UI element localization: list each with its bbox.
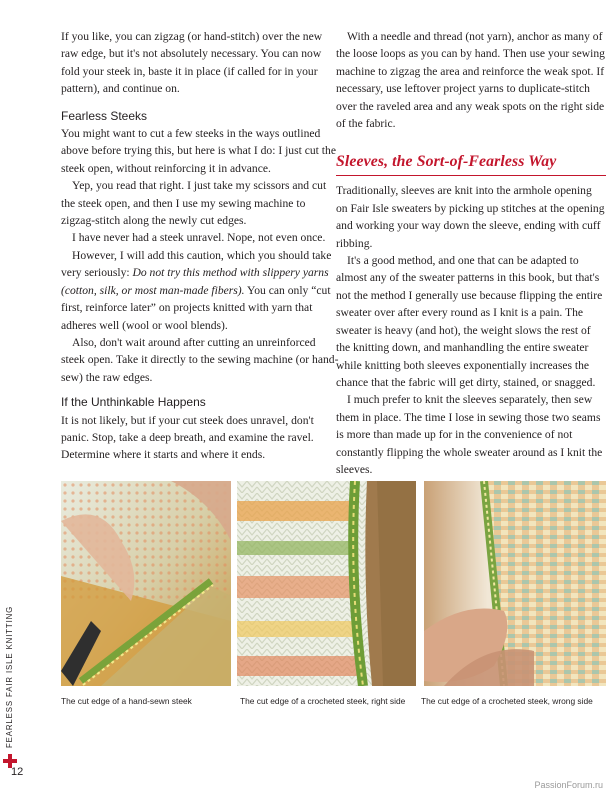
page-number: 12 — [11, 766, 24, 778]
intro-paragraph: If you like, you can zigzag (or hand-stitch) over the new raw edge, but it's not absolutely necessary. You can now fold your steek in, baste it in place (if called for in your pattern), and continue on. — [61, 30, 323, 96]
watermark: PassionForum.ru — [534, 780, 603, 790]
sleeves-heading: Sleeves, the Sort-of-Fearless Way — [336, 153, 557, 171]
body-paragraph: It's a good method, and one that can be adapted to almost any of the sweater patterns in this book, but that's not the method I generally use because flipping the entire sweater over after every round as I knit is a pain. The sweater is heavy (and hot), the weight slows the rest of the knitting down, and manhandling the entire sweater while knitting both sleeves exponentially increases the chance that the fabric will get dirty, stained, or snagged. — [336, 254, 603, 389]
body-paragraph: Traditionally, sleeves are knit into the armhole opening on Fair Isle sweaters by picking up stitches at the opening and working your way down the sleeve, ending with cuff ribbing. — [336, 184, 605, 250]
caution-text-end: You can only “cut first, reinforce later” on projects knitted with yarn that adheres well (wool or wool blends). — [61, 283, 331, 332]
body-paragraph: It is not likely, but if your cut steek does unravel, don't panic. Stop, take a deep breath, and examine the ravel. Determine where it starts and where it ends. — [61, 413, 314, 462]
body-paragraph: Also, don't wait around after cutting an unreinforced steek open. Take it directly to the sewing machine (or hand-sew) the raw edges. — [61, 335, 339, 384]
caption-photo-1: The cut edge of a hand-sewn steek — [61, 696, 192, 706]
body-paragraph: Yep, you read that right. I just take my scissors and cut the steek open, and then I use my sewing machine to zigzag-stitch along the newly cut edges. — [61, 179, 327, 228]
caution-italic-text: Do not try this method with slippery yarns (cotton, silk, or most man-made fibers). — [61, 266, 329, 297]
unthinkable-heading: If the Unthinkable Happens — [61, 395, 206, 410]
caption-photo-3: The cut edge of a crocheted steek, wrong side — [421, 696, 593, 706]
caution-paragraph — [61, 247, 339, 334]
caution-text: However, I will add this caution, which you should take very seriously: — [61, 248, 332, 280]
photo-crocheted-steek-wrong-side — [424, 481, 606, 686]
knitting-photo-3 — [424, 481, 606, 686]
caption-photo-2: The cut edge of a crocheted steek, right side — [240, 696, 406, 706]
knitting-photo-2 — [237, 481, 416, 686]
right-column — [336, 28, 606, 478]
knitting-photo-1 — [61, 481, 231, 686]
body-paragraph: You might want to cut a few steeks in the ways outlined above before trying this, but here is what I do: I just cut the steek open, without reinforcing it in advance. — [61, 127, 336, 175]
photo-hand-sewn-steek — [61, 481, 231, 686]
photo-crocheted-steek-right-side — [237, 481, 416, 686]
body-paragraph: I have never had a steek unravel. Nope, not even once. — [72, 231, 326, 245]
fearless-steeks-heading: Fearless Steeks — [61, 108, 148, 123]
heading-rule — [336, 175, 606, 176]
running-title: FEARLESS FAIR ISLE KNITTING — [5, 605, 14, 748]
body-paragraph: With a needle and thread (not yarn), anchor as many of the loose loops as you can by hand. Then use your sewing machine to zigzag the area and reinforce the weak spot. If necessary, use leftover project yarns to duplicate-stitch over the raveled area and any weak spots on the right side of the fabric. — [336, 30, 605, 131]
body-paragraph: I much prefer to knit the sleeves separately, then sew them in place. The time I lose in sewing those two seams is more than made up for in the convenience of not constantly flipping the whole sweater around as I knit the sleeves. — [336, 393, 603, 476]
left-column — [61, 28, 339, 464]
